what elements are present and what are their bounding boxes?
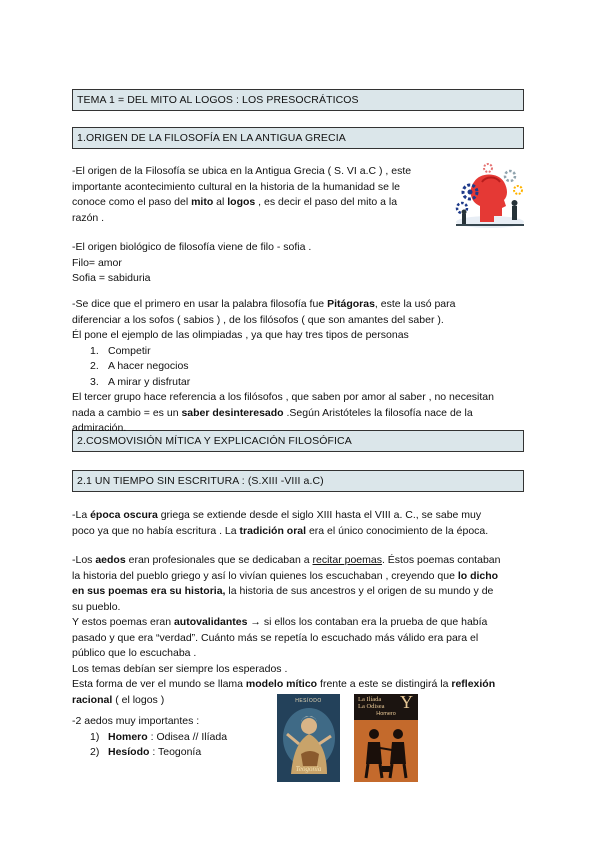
text-line: razón . <box>72 211 105 224</box>
olympics-people-list <box>72 344 494 391</box>
text-line: -El origen biológico de filosofía viene de filo - sofia . <box>72 241 312 253</box>
text-line: Los temas debían ser siempre los esperados . <box>72 662 288 675</box>
aedos-list <box>72 730 227 761</box>
text-line: racional ( el logos ) <box>72 693 165 706</box>
cover-titles <box>358 696 385 710</box>
text-line: diferenciar a los sofos ( sabios ) , de los filósofos ( que son amantes del saber ). <box>72 313 444 326</box>
text-line: poco ya que no había escritura . La tradición oral era el único conocimiento de la época. <box>72 524 489 537</box>
heading-cosmovision: 2.COSMOVISIÓN MÍTICA Y EXPLICACIÓN FILOSÓFICA <box>72 430 524 452</box>
text-line: -2 aedos muy importantes : <box>72 715 200 727</box>
text-line: público que lo escuchaba . <box>72 647 197 659</box>
cover-title-odisea: La Odisea <box>358 703 385 710</box>
text-line: admiración. <box>72 422 127 434</box>
text-line: conoce como el paso del mito al logos , es decir el paso del mito a la <box>72 196 398 208</box>
text-line: -El origen de la Filosofía se ubica en la Antigua Grecia ( S. VI a.C ) , este <box>72 165 412 177</box>
tiempo-paragraph-2 <box>72 553 500 708</box>
aedos-paragraph <box>72 714 227 761</box>
iliada-odisea-book-cover <box>354 694 418 782</box>
text-line: El tercer grupo hace referencia a los filósofos , que saben por amor al saber , no necesitan <box>72 391 494 403</box>
text-line: Y estos poemas eran autovalidantes → si ellos los contaban era la prueba de que había <box>72 616 488 628</box>
cover-title-iliada: La Ilíada <box>358 696 382 703</box>
teogonia-book-cover <box>277 694 340 782</box>
origen-paragraph-2 <box>72 240 311 287</box>
text-line: Sofia = sabiduria <box>72 272 151 284</box>
teogonia-author: HESÍODO <box>295 698 322 704</box>
heading-origen: 1.ORIGEN DE LA FILOSOFÍA EN LA ANTIGUA GRECIA <box>72 127 524 149</box>
list-item: 2. A hacer negocios <box>90 360 189 372</box>
text-line: -Los aedos eran profesionales que se dedicaban a recitar poemas. Éstos poemas contaban <box>72 554 501 566</box>
tiempo-paragraph-1 <box>72 508 488 539</box>
list-item: 3. A mirar y disfrutar <box>90 375 191 388</box>
text-line: -La época oscura griega se extiende desde el siglo XIII hasta el VIII a. C., se sabe muy <box>72 509 482 521</box>
text-line: pasado y que era “verdad”. Cuánto más se repetía lo escuchado más válido era para el <box>72 631 479 644</box>
head-gears-illustration <box>452 162 528 234</box>
heading-tiempo: 2.1 UN TIEMPO SIN ESCRITURA : (S.XIII -VIII a.C) <box>72 470 524 492</box>
text-line: Esta forma de ver el mundo se llama modelo mítico frente a este se distingirá la reflexión <box>72 678 496 690</box>
text-line: en sus poemas era su historia, la historia de sus ancestros y el origen de su mundo y de <box>72 585 494 597</box>
origen-paragraph-1 <box>72 164 411 226</box>
list-item: 2) Hesíodo : Teogonía <box>90 746 202 758</box>
cover-author: Homero <box>376 711 396 717</box>
text-line: -Se dice que el primero en usar la palabra filosofía fue Pitágoras, este la usó para <box>72 298 456 310</box>
teogonia-title: Teogonía <box>295 765 322 773</box>
text-line: importante acontecimiento cultural en la historia de la humanidad se le <box>72 180 401 193</box>
heading-tema: TEMA 1 = DEL MITO AL LOGOS : LOS PRESOCRÁTICOS <box>72 89 524 111</box>
text-line: nada a cambio = es un saber desinteresado .Según Aristóteles la filosofía nace de la <box>72 406 473 419</box>
origen-paragraph-3 <box>72 297 494 437</box>
list-item: 1. Competir <box>90 344 151 357</box>
text-line: la historia del pueblo griego y así lo vivían quienes los escuchaban , creyendo que lo dicho <box>72 569 499 582</box>
list-item: 1) Homero : Odisea // Ilíada <box>90 730 228 743</box>
text-line: su pueblo. <box>72 600 121 613</box>
text-line: Él pone el ejemplo de las olimpiadas , ya que hay tres tipos de personas <box>72 329 409 341</box>
text-line: Filo= amor <box>72 256 122 269</box>
cover-big-letter: Y <box>400 694 413 712</box>
